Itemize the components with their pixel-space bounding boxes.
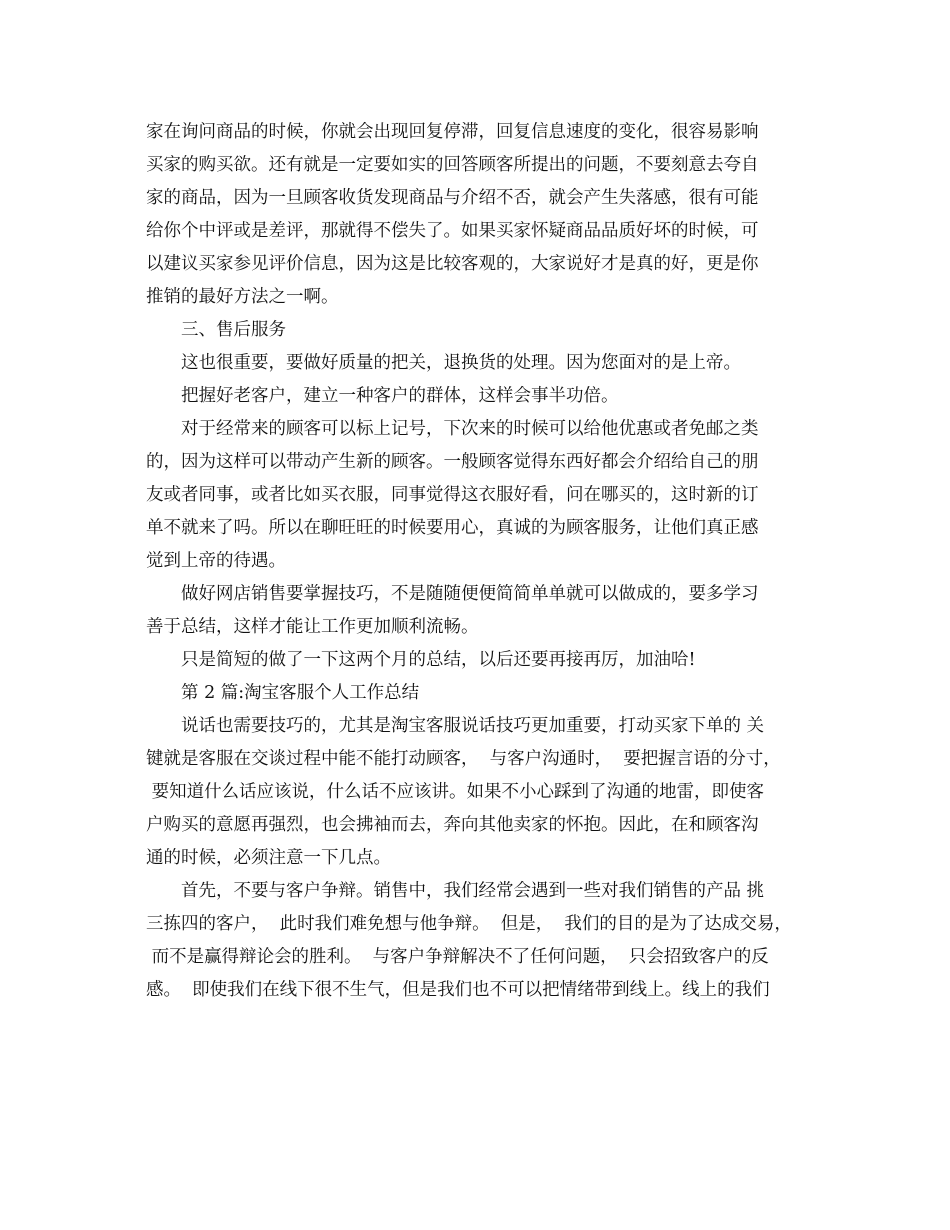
text-line-26: 而不是赢得辩论会的胜利。 与客户争辩解决不了任何问题， 只会招致客户的反 [146, 947, 769, 967]
text-line-1: 家在询问商品的时候，你就会出现回复停滞，回复信息速度的变化，很容易影响 [146, 122, 759, 142]
text-line-6: 推销的最好方法之一啊。 [146, 287, 339, 307]
text-line-21: 要知道什么话应该说，什么话不应该讲。如果不小心踩到了沟通的地雷，即使客 [146, 782, 765, 802]
text-line-20: 键就是客服在交谈过程中能不能打动顾客， 与客户沟通时， 要把握言语的分寸， [146, 749, 781, 769]
text-line-24: 首先，不要与客户争辩。销售中，我们经常会遇到一些对我们销售的产品 挑 [181, 881, 765, 901]
text-line-9: 把握好老客户，建立一种客户的群体，这样会事半功倍。 [181, 386, 619, 406]
text-line-10: 对于经常来的顾客可以标上记号，下次来的时候可以给他优惠或者免邮之类 [181, 419, 759, 439]
text-line-8: 这也很重要，要做好质量的把关，退换货的处理。因为您面对的是上帝。 [181, 353, 741, 373]
text-line-27: 感。 即使我们在线下很不生气，但是我们也不可以把情绪带到线上。线上的我们 [146, 980, 770, 1000]
text-line-3: 家的商品，因为一旦顾客收货发现商品与介绍不否，就会产生失落感，很有可能 [146, 188, 759, 208]
text-line-15: 做好网店销售要掌握技巧，不是随随便便简简单单就可以做成的，要多学习 [181, 584, 759, 604]
article-heading: 第 2 篇:淘宝客服个人工作总结 [181, 683, 420, 703]
text-line-25: 三拣四的客户， 此时我们难免想与他争辩。 但是， 我们的目的是为了达成交易， [146, 914, 792, 934]
text-line-4: 给你个中评或是差评，那就得不偿失了。如果买家怀疑商品品质好坏的时候，可 [146, 221, 759, 241]
text-line-19: 说话也需要技巧的，尤其是淘宝客服说话技巧更加重要，打动买家下单的 关 [181, 716, 765, 736]
text-line-12: 友或者同事，或者比如买衣服，同事觉得这衣服好看，问在哪买的，这时新的订 [146, 485, 759, 505]
section-heading: 三、售后服务 [181, 320, 286, 340]
text-line-22: 户购买的意愿再强烈，也会拂袖而去，奔向其他卖家的怀抱。因此，在和顾客沟 [146, 815, 759, 835]
document-body [146, 116, 816, 1007]
text-line-5: 以建议买家参见评价信息，因为这是比较客观的，大家说好才是真的好，更是你 [146, 254, 759, 274]
text-line-23: 通的时候，必须注意一下几点。 [146, 848, 391, 868]
text-line-13: 单不就来了吗。所以在聊旺旺的时候要用心，真诚的为顾客服务，让他们真正感 [146, 518, 759, 538]
text-line-16: 善于总结，这样才能让工作更加顺利流畅。 [146, 617, 479, 637]
text-line-14: 觉到上帝的待遇。 [146, 551, 286, 571]
text-line-2: 买家的购买欲。还有就是一定要如实的回答顾客所提出的问题，不要刻意去夸自 [146, 155, 759, 175]
text-line-17: 只是简短的做了一下这两个月的总结，以后还要再接再厉，加油哈! [181, 650, 696, 670]
text-line-11: 的，因为这样可以带动产生新的顾客。一般顾客觉得东西好都会介绍给自己的朋 [146, 452, 759, 472]
